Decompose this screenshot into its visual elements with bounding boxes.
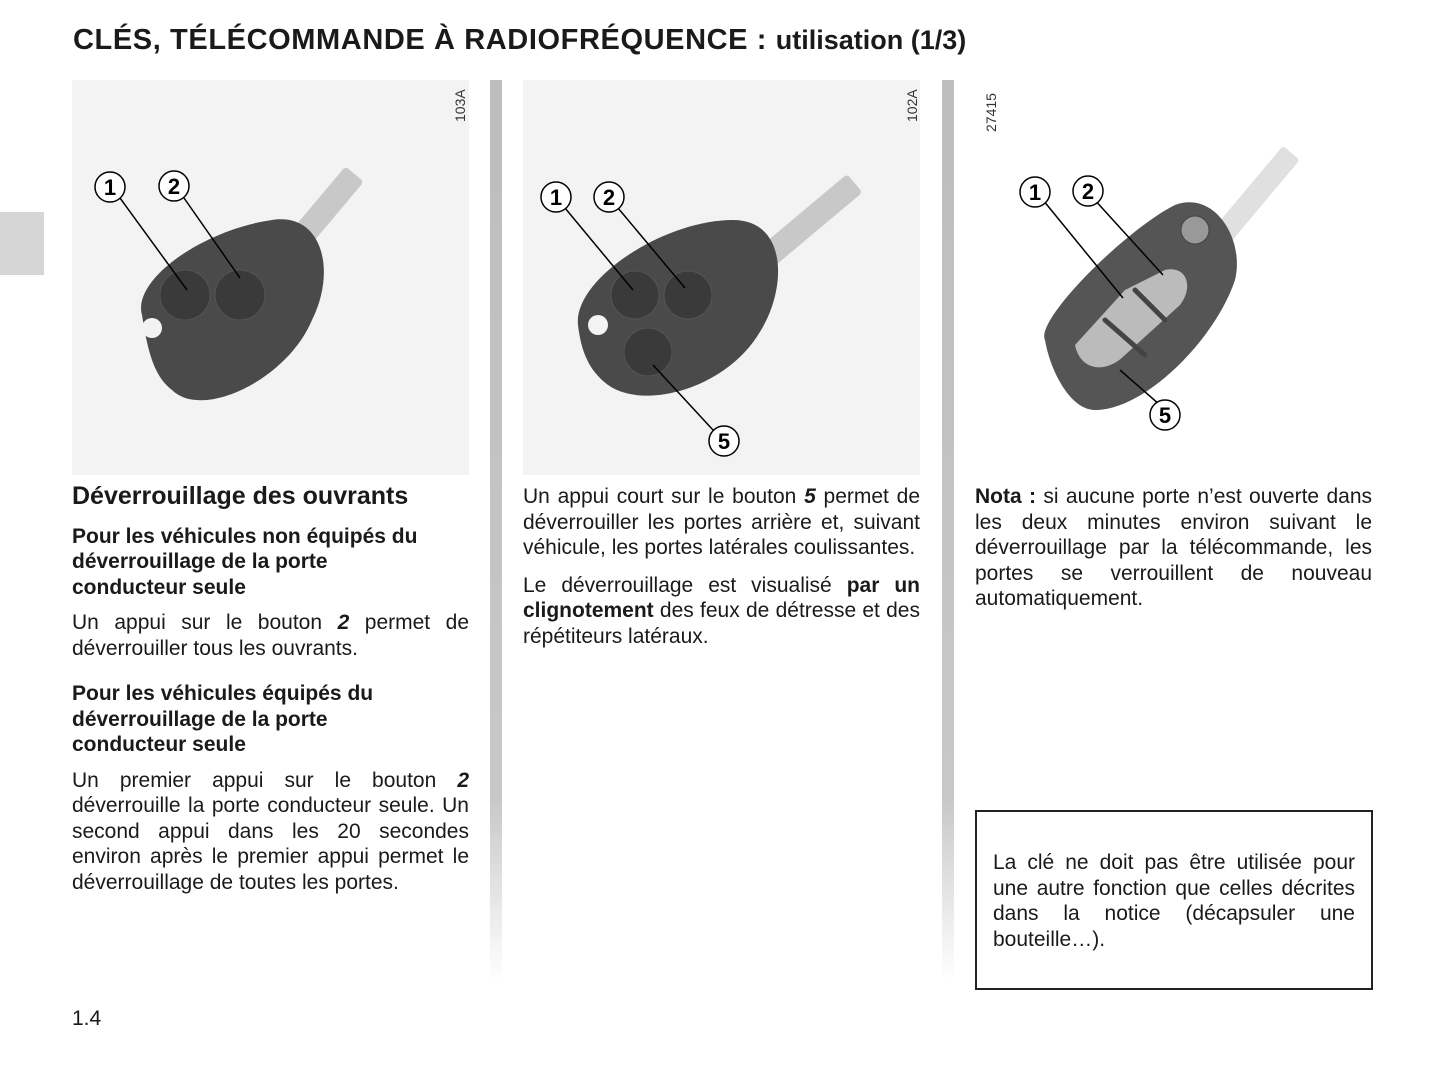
figure-id: 103A (452, 89, 468, 122)
column-divider (490, 80, 502, 980)
emphasis: par un clignotement (523, 573, 920, 622)
section-heading: Déverrouillage des ouvrants (72, 482, 409, 510)
button-ref: 2 (337, 611, 350, 634)
title-sub: utilisation (1/3) (775, 25, 967, 55)
section-tab (0, 212, 44, 275)
key-figure-3-buttons (523, 80, 920, 475)
column-3 (975, 484, 1372, 624)
nota (975, 484, 1372, 612)
text: des feux de détresse et des répétiteurs latéraux. (523, 599, 920, 648)
text: Un appui court sur le bouton (523, 485, 805, 508)
column-2 (523, 484, 920, 661)
callout-5: 5 (717, 429, 731, 454)
column-divider (942, 80, 954, 980)
text: déverrouille la porte conducteur seule. Un second appui dans les 20 secondes environ après le premier appui permet le déverrouillage de toutes les portes. (72, 794, 469, 894)
button-ref: 2 (457, 768, 469, 792)
subheading-non-equipped: Pour les véhicules non équipés du déverrouillage de la porte conducteur seule (72, 524, 418, 599)
callout-2: 2 (602, 185, 616, 210)
paragraph (523, 484, 920, 561)
figure-id: 27415 (983, 93, 999, 132)
paragraph (72, 610, 469, 661)
figure-id: 102A (904, 89, 920, 122)
text: Un premier appui sur le bouton (72, 768, 458, 792)
callout-5: 5 (1158, 403, 1172, 428)
key-figure-flip (975, 80, 1372, 475)
callout-2: 2 (167, 174, 181, 199)
callout-1: 1 (549, 185, 563, 210)
text: permet de déverrouiller les portes arrière et, suivant véhicule, les portes latérales coulissantes. (523, 485, 920, 559)
callout-1: 1 (1028, 180, 1042, 205)
text: permet de déverrouiller tous les ouvrants. (72, 611, 469, 660)
key-figure-2-buttons (72, 80, 469, 475)
nota-text: si aucune porte n’est ouverte dans les deux minutes environ suivant le déverrouillage par la télécommande, les portes se verrouillent de nouveau automatiquement. (975, 485, 1372, 610)
warning-box: La clé ne doit pas être utilisée pour une autre fonction que celles décrites dans la notice (décapsuler une bouteille…). (975, 810, 1373, 990)
button-ref: 5 (804, 485, 816, 508)
text: Le déverrouillage est visualisé (523, 573, 847, 597)
text: Un appui sur le bouton (72, 611, 338, 634)
title-main: CLÉS, TÉLÉCOMMANDE À RADIOFRÉQUENCE : (73, 24, 768, 56)
paragraph (523, 573, 920, 650)
subheading-equipped: Pour les véhicules équipés du déverrouillage de la porte conducteur seule (72, 682, 374, 756)
paragraph (72, 768, 469, 896)
callout-1: 1 (103, 175, 117, 200)
nota-label: Nota : (975, 485, 1037, 508)
page-title (73, 24, 966, 57)
callout-2: 2 (1081, 179, 1095, 204)
column-1 (72, 484, 469, 907)
page-number: 1.4 (72, 1007, 102, 1030)
